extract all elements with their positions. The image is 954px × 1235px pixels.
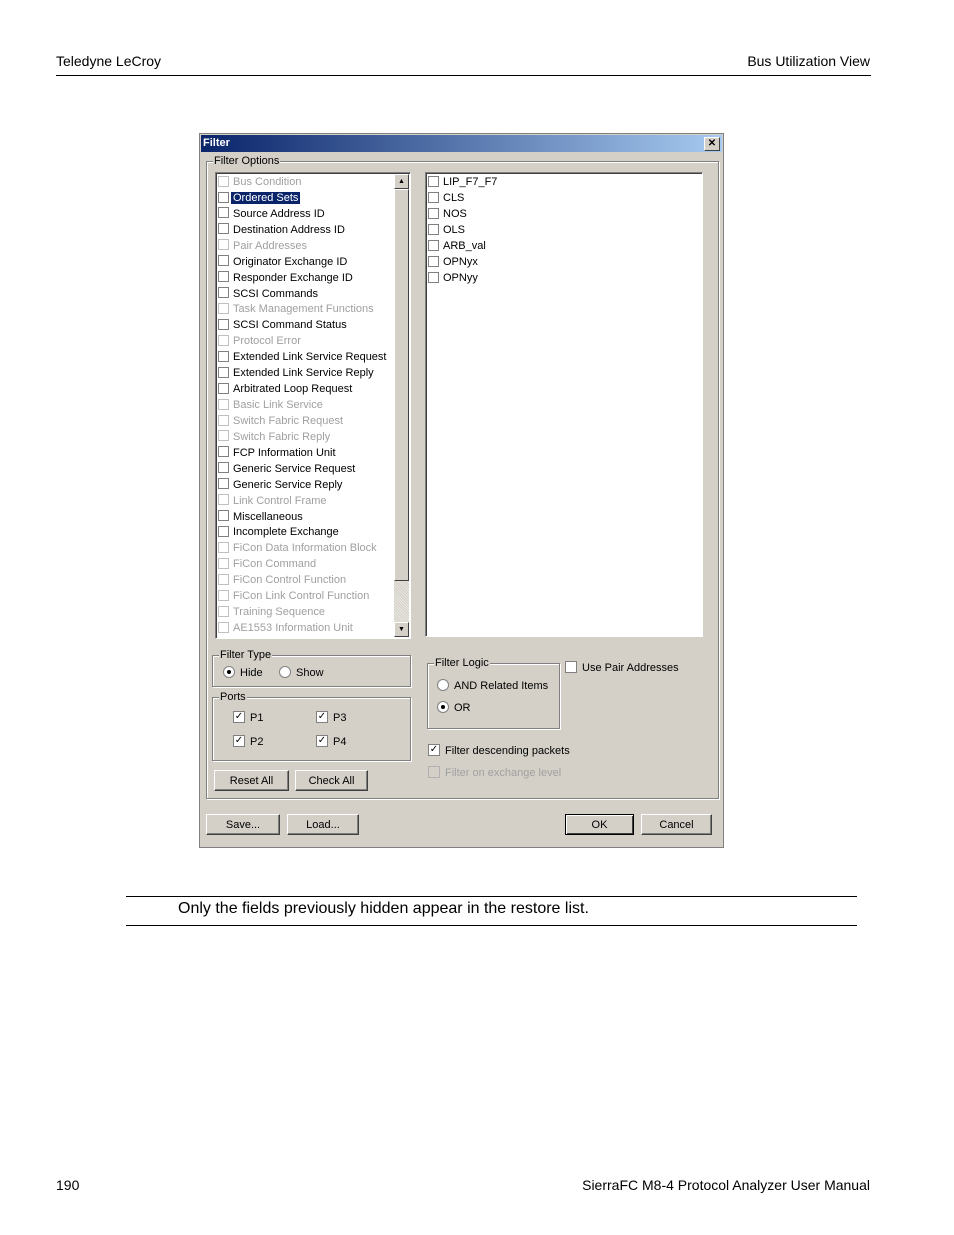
header-rule bbox=[56, 75, 871, 76]
or-label: OR bbox=[454, 702, 471, 714]
packet-type-label: Generic Service Request bbox=[233, 462, 356, 475]
filter-exchange-label: Filter on exchange level bbox=[445, 767, 562, 779]
check-icon: ✓ bbox=[429, 744, 439, 756]
packet-type-item[interactable] bbox=[218, 190, 300, 206]
filter-options-label: Filter Options bbox=[214, 155, 280, 167]
ok-button[interactable]: OK bbox=[565, 814, 634, 835]
filter-exchange-checkbox[interactable] bbox=[428, 766, 561, 780]
checkbox-box bbox=[565, 661, 577, 673]
checkbox-box[interactable] bbox=[428, 192, 439, 203]
dialog-titlebar[interactable] bbox=[201, 135, 722, 152]
ordered-set-item[interactable] bbox=[428, 190, 464, 206]
checkbox-box[interactable] bbox=[218, 319, 229, 330]
packet-type-label: Switch Fabric Reply bbox=[233, 430, 331, 443]
packet-type-label: AE1553 Information Unit bbox=[233, 622, 353, 635]
packet-type-item[interactable] bbox=[218, 509, 303, 525]
note-text: Only the fields previously hidden appear in the restore list. bbox=[178, 900, 589, 917]
packet-type-item[interactable] bbox=[218, 429, 330, 445]
reset-all-button[interactable]: Reset All bbox=[214, 770, 289, 791]
packet-type-label: FCP Information Unit bbox=[233, 446, 336, 459]
checkbox-box[interactable] bbox=[218, 207, 229, 218]
filter-logic-group bbox=[427, 657, 560, 729]
checkbox-box[interactable] bbox=[218, 574, 229, 585]
checkbox-box[interactable] bbox=[218, 303, 229, 314]
checkbox-box[interactable] bbox=[428, 240, 439, 251]
packet-type-item[interactable] bbox=[218, 238, 307, 254]
checkbox-box[interactable] bbox=[428, 272, 439, 283]
cancel-button[interactable]: Cancel bbox=[641, 814, 712, 835]
packet-type-item[interactable] bbox=[218, 556, 316, 572]
checkbox-box[interactable] bbox=[218, 510, 229, 521]
packet-type-label: Basic Link Service bbox=[233, 399, 323, 412]
port-p3-label: P3 bbox=[333, 712, 347, 724]
ordered-set-item[interactable] bbox=[428, 174, 497, 190]
checkbox-box[interactable] bbox=[218, 223, 229, 234]
and-label: AND Related Items bbox=[454, 680, 549, 692]
checkbox-box[interactable] bbox=[218, 383, 229, 394]
and-radio-button[interactable] bbox=[437, 679, 449, 691]
packet-type-label: SCSI Commands bbox=[233, 287, 318, 300]
ordered-set-item[interactable] bbox=[428, 270, 478, 286]
checkbox-box bbox=[428, 766, 440, 778]
checkbox-box[interactable] bbox=[218, 542, 229, 553]
list-scrollbar[interactable] bbox=[394, 174, 409, 637]
checkbox-box[interactable] bbox=[218, 606, 229, 617]
filter-logic-label: Filter Logic bbox=[435, 657, 489, 669]
packet-type-item[interactable] bbox=[218, 365, 374, 381]
packet-type-item[interactable] bbox=[218, 349, 386, 365]
ordered-set-item[interactable] bbox=[428, 206, 467, 222]
packet-type-item[interactable] bbox=[218, 413, 343, 429]
hide-label: Hide bbox=[240, 667, 263, 679]
checkbox-box[interactable] bbox=[218, 526, 229, 537]
packet-type-label: Extended Link Service Reply bbox=[233, 367, 374, 380]
ordered-set-label: NOS bbox=[443, 208, 467, 220]
checkbox-box[interactable] bbox=[218, 558, 229, 569]
hide-radio-button[interactable] bbox=[223, 666, 235, 678]
packet-type-item[interactable] bbox=[218, 397, 323, 413]
filter-descending-checkbox[interactable] bbox=[428, 744, 570, 758]
packet-type-item[interactable] bbox=[218, 572, 346, 588]
packet-type-label: Task Management Functions bbox=[233, 303, 374, 316]
ports-group bbox=[212, 691, 411, 761]
show-radio-button[interactable] bbox=[279, 666, 291, 678]
ordered-set-label: CLS bbox=[443, 192, 465, 204]
filter-options-group bbox=[206, 155, 719, 799]
packet-type-label: Training Sequence bbox=[233, 606, 325, 619]
checkbox-box[interactable] bbox=[218, 446, 229, 457]
use-pair-addresses-checkbox[interactable] bbox=[565, 661, 679, 675]
packet-type-label: Link Control Frame bbox=[233, 494, 327, 507]
ordered-set-item[interactable] bbox=[428, 238, 486, 254]
port-p4-checkbox[interactable] bbox=[316, 735, 346, 749]
packet-type-item[interactable] bbox=[218, 333, 301, 349]
packet-type-item[interactable] bbox=[218, 604, 325, 620]
checkbox-box[interactable] bbox=[218, 462, 229, 473]
ordered-set-item[interactable] bbox=[428, 254, 478, 270]
port-p3-checkbox[interactable] bbox=[316, 711, 346, 725]
packet-type-label: Protocol Error bbox=[233, 335, 301, 348]
close-icon[interactable]: ✕ bbox=[704, 137, 720, 151]
packet-type-item[interactable] bbox=[218, 254, 347, 270]
ordered-set-label: LIP_F7_F7 bbox=[443, 176, 498, 188]
checkbox-box[interactable] bbox=[218, 367, 229, 378]
packet-type-item[interactable] bbox=[218, 477, 342, 493]
packet-type-label: Extended Link Service Request bbox=[233, 351, 387, 364]
packet-type-list[interactable] bbox=[215, 172, 411, 639]
packet-type-item[interactable] bbox=[218, 445, 336, 461]
and-radio[interactable] bbox=[437, 679, 548, 693]
check-all-button[interactable]: Check All bbox=[295, 770, 368, 791]
packet-type-label: SCSI Command Status bbox=[233, 319, 347, 332]
packet-type-label: Destination Address ID bbox=[233, 223, 345, 236]
packet-type-label: Incomplete Exchange bbox=[233, 526, 339, 539]
packet-type-item[interactable] bbox=[218, 493, 327, 509]
packet-type-item[interactable] bbox=[218, 301, 374, 317]
checkbox-box[interactable] bbox=[218, 176, 229, 187]
filter-dialog bbox=[199, 133, 724, 848]
ordered-sets-list[interactable] bbox=[425, 172, 703, 637]
checkbox-box[interactable] bbox=[218, 351, 229, 362]
checkbox-box[interactable] bbox=[428, 176, 439, 187]
checkbox-box[interactable] bbox=[218, 271, 229, 282]
checkbox-box[interactable] bbox=[428, 224, 439, 235]
packet-type-label: Ordered Sets bbox=[233, 191, 299, 204]
packet-type-label: Originator Exchange ID bbox=[233, 255, 348, 268]
or-radio-button[interactable] bbox=[437, 701, 449, 713]
header-left: Teledyne LeCroy bbox=[56, 53, 162, 69]
scroll-thumb[interactable] bbox=[394, 189, 409, 581]
checkbox-box[interactable] bbox=[428, 256, 439, 267]
checkbox-box[interactable] bbox=[218, 399, 229, 410]
checkbox-box[interactable] bbox=[218, 494, 229, 505]
packet-type-item[interactable] bbox=[218, 620, 353, 636]
check-icon: ✓ bbox=[234, 735, 244, 747]
packet-type-label: Miscellaneous bbox=[233, 510, 303, 523]
ports-label: Ports bbox=[220, 691, 246, 703]
check-icon: ✓ bbox=[317, 735, 327, 747]
scroll-up-icon[interactable]: ▲ bbox=[394, 174, 409, 189]
hide-radio[interactable] bbox=[223, 666, 263, 680]
filter-type-group bbox=[212, 649, 411, 687]
manual-title: SierraFC M8-4 Protocol Analyzer User Manual bbox=[582, 1177, 870, 1193]
packet-type-item[interactable] bbox=[218, 222, 345, 238]
check-icon: ✓ bbox=[234, 711, 244, 723]
port-p1-label: P1 bbox=[250, 712, 264, 724]
ordered-set-item[interactable] bbox=[428, 222, 465, 238]
checkbox-box[interactable] bbox=[218, 239, 229, 250]
packet-type-label: Responder Exchange ID bbox=[233, 271, 353, 284]
port-p4-label: P4 bbox=[333, 736, 347, 748]
checkbox-box[interactable] bbox=[428, 208, 439, 219]
ordered-set-label: OPNyy bbox=[443, 272, 478, 284]
save-button[interactable]: Save... bbox=[206, 814, 280, 835]
packet-type-item[interactable] bbox=[218, 174, 302, 190]
packet-type-label: FiCon Data Information Block bbox=[233, 542, 377, 555]
checkbox-box[interactable] bbox=[218, 255, 229, 266]
checkbox-box[interactable] bbox=[218, 430, 229, 441]
show-label: Show bbox=[296, 667, 324, 679]
page-number: 190 bbox=[56, 1177, 80, 1193]
packet-type-label: Source Address ID bbox=[233, 207, 325, 220]
ordered-set-label: OPNyx bbox=[443, 256, 478, 268]
packet-type-item[interactable] bbox=[218, 286, 318, 302]
filter-type-label: Filter Type bbox=[220, 649, 272, 661]
note-rule-bottom bbox=[126, 925, 857, 926]
packet-type-item[interactable] bbox=[218, 381, 352, 397]
checkbox-box[interactable] bbox=[218, 478, 229, 489]
packet-type-label: Generic Service Reply bbox=[233, 478, 343, 491]
packet-type-label: Bus Condition bbox=[233, 176, 302, 188]
checkbox-box[interactable] bbox=[218, 335, 229, 346]
checkbox-box[interactable] bbox=[218, 622, 229, 633]
packet-type-label: Switch Fabric Request bbox=[233, 414, 344, 427]
port-p1-checkbox[interactable] bbox=[233, 711, 263, 725]
header-right: Bus Utilization View bbox=[747, 53, 870, 69]
packet-type-label: Pair Addresses bbox=[233, 239, 307, 252]
dialog-title: Filter bbox=[203, 137, 230, 149]
scroll-down-icon[interactable]: ▼ bbox=[394, 622, 409, 637]
packet-type-item[interactable] bbox=[218, 270, 353, 286]
port-p2-checkbox[interactable] bbox=[233, 735, 263, 749]
show-radio[interactable] bbox=[279, 666, 324, 680]
check-icon: ✓ bbox=[317, 711, 327, 723]
packet-type-label: FiCon Command bbox=[233, 558, 317, 571]
ordered-set-label: ARB_val bbox=[443, 240, 486, 252]
checkbox-box[interactable] bbox=[218, 415, 229, 426]
ordered-set-label: OLS bbox=[443, 224, 466, 236]
checkbox-box[interactable] bbox=[218, 590, 229, 601]
note-rule-top bbox=[126, 896, 857, 897]
packet-type-label: FiCon Link Control Function bbox=[233, 590, 370, 603]
checkbox-box[interactable] bbox=[218, 192, 229, 203]
load-button[interactable]: Load... bbox=[287, 814, 359, 835]
packet-type-item[interactable] bbox=[218, 461, 355, 477]
checkbox-box[interactable] bbox=[218, 287, 229, 298]
packet-type-item[interactable] bbox=[218, 317, 347, 333]
packet-type-item[interactable] bbox=[218, 524, 339, 540]
use-pair-addresses-label: Use Pair Addresses bbox=[582, 662, 679, 674]
or-radio[interactable] bbox=[437, 701, 471, 715]
filter-descending-label: Filter descending packets bbox=[445, 745, 570, 757]
packet-type-item[interactable] bbox=[218, 588, 369, 604]
packet-type-label: Arbitrated Loop Request bbox=[233, 383, 353, 396]
packet-type-item[interactable] bbox=[218, 540, 377, 556]
packet-type-label: FiCon Control Function bbox=[233, 574, 347, 587]
packet-type-item[interactable] bbox=[218, 206, 325, 222]
port-p2-label: P2 bbox=[250, 736, 264, 748]
